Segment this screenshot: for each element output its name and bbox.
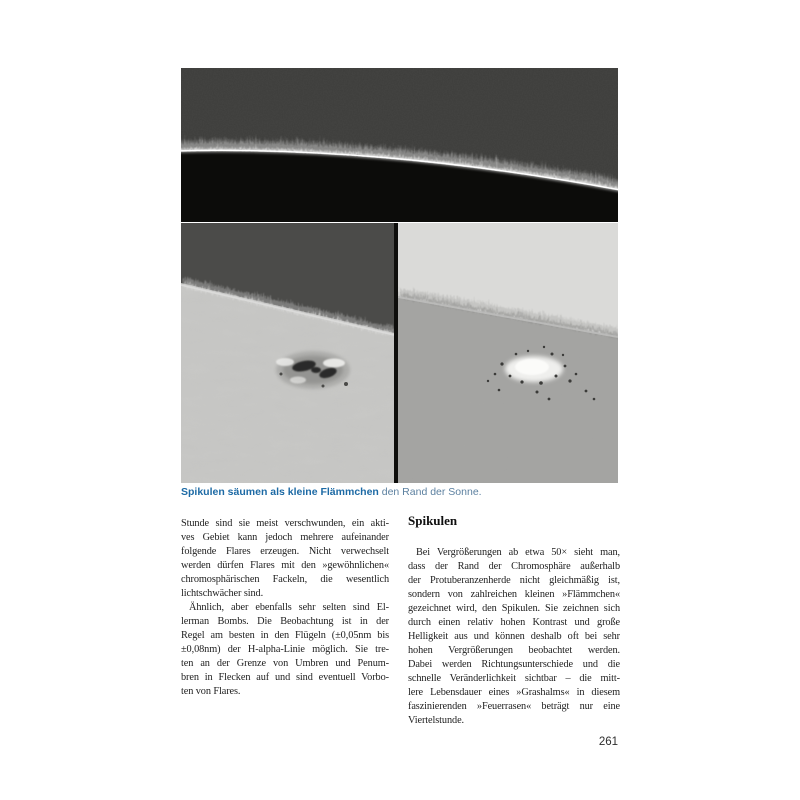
text-line: ves Gebiet kann jedoch mehrere aufeinander [181,532,389,543]
text-line: Bei Vergrößerungen ab etwa 50× sieht man, [416,547,620,558]
text-line: lerman Bombs. Die Beobachtung ist in der [181,616,389,627]
text-line: Stunde sind sie meist verschwunden, ein akti- [181,518,389,529]
figure-sunspot-left [181,223,394,483]
figure-sunspot-right [398,223,618,483]
figure-caption-bold: Spikulen säumen als kleine Flämmchen [181,486,379,498]
page-number: 261 [598,736,618,748]
text-line: Regel am besten in den Flügeln (±0,05nm bis [181,630,389,641]
text-column-right [408,512,620,728]
sunspot-positive-image [181,223,394,483]
text-line: gezeichnet wird, den Spikulen. Sie zeichnen sich [408,603,620,614]
text-line: faszinierenden »Feuerrasen« beträgt nur eine [408,701,620,712]
sun-limb-image [181,68,618,222]
text-line: hohen Vergrößerungen beobachtet werden. [408,645,620,656]
paragraph-spikulen [408,546,620,728]
text-line: ten an der Grenze von Umbren und Penum- [181,658,389,669]
figure-sun-limb-spicules [181,68,618,222]
text-line: ten von Flares. [181,686,241,697]
text-line: werden dürfen Flares mit den »gewöhnlichen« [181,560,389,571]
text-line: folgende Flares erzeugen. Nicht verwechselt [181,546,389,557]
text-line: lere Lebensdauer eines »Grashalms« in diesem [408,687,620,698]
text-line: durch einen relativ hohen Kontrast und große [408,617,620,628]
text-line: bren in Flecken auf und sind eventuell Vorbo- [181,672,389,683]
text-line: dass der Rand der Chromosphäre außerhalb [408,561,620,572]
figure-caption-rest: den Rand der Sonne. [378,486,482,498]
text-line: schnelle Veränderlichkeit sichtbar – die mitt- [408,673,620,684]
text-line: chromosphärischen Fackeln, die wesentlich [181,574,389,585]
sunspot-negative-image [398,223,618,483]
text-line: Viertelstunde. [408,715,465,726]
text-line: der Protuberanzenherde nicht gleichmäßig ist, [408,575,620,586]
text-line: sondern von zahlreichen kleinen »Flämmchen« [408,589,620,600]
text-line: Ähnlich, aber ebenfalls sehr selten sind El- [189,602,389,613]
text-line: ±0,08nm) der H-alpha-Linie möglich. Sie tre- [181,644,389,655]
text-column-left [181,517,389,699]
sunspot-group [276,351,350,389]
bright-plage [276,358,294,366]
text-line: lichtschwächer sind. [181,588,264,599]
text-line: Dabei werden Richtungsunterschiede und die [408,659,620,670]
bright-plage [323,359,345,368]
bright-spot-core [515,359,549,375]
bright-plage [290,377,306,384]
text-line: Helligkeit aus und können deshalb oft bei sehr [408,631,620,642]
paragraph-ellerman-bombs [181,601,389,699]
section-heading-spikulen: Spikulen [408,513,458,528]
figure-caption [181,486,618,499]
paragraph-flares [181,517,389,601]
